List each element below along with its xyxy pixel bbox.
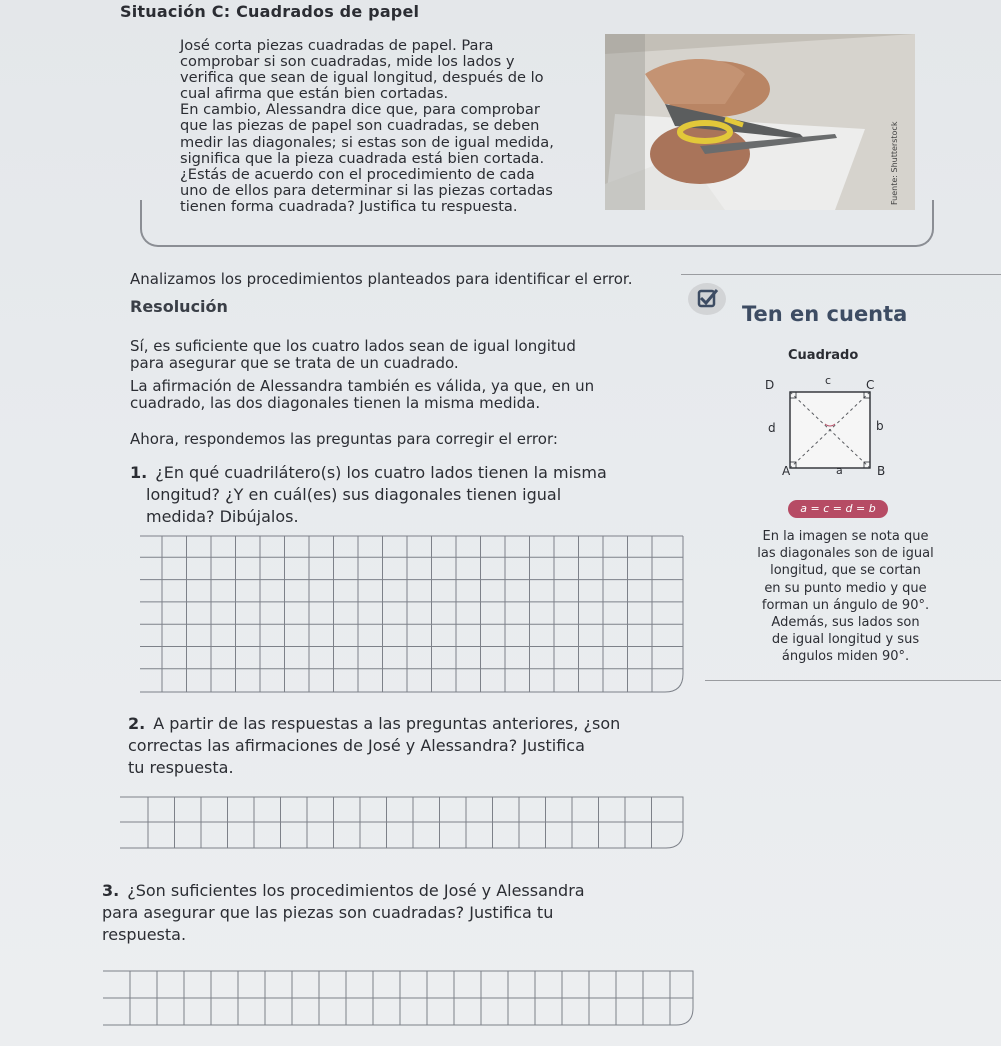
- question-line: correctas las afirmaciones de José y Alessandra? Justifica: [128, 736, 585, 755]
- info-line: longitud, que se cortan: [770, 563, 921, 579]
- resolution-line: cuadrado, las dos diagonales tienen la misma medida.: [130, 394, 541, 412]
- answer-grid-1[interactable]: [140, 535, 685, 695]
- situation-line: cual afirma que están bien cortadas.: [180, 85, 449, 103]
- question-line: A partir de las respuestas a las preguntas anteriores, ¿son: [153, 714, 621, 733]
- resolution-paragraph-2: [130, 378, 594, 412]
- info-line: ángulos miden 90°.: [781, 649, 910, 665]
- resolution-title: Resolución: [130, 297, 228, 316]
- situation-line: uno de ellos para determinar si las piezas cortadas: [180, 181, 553, 199]
- info-line: en su punto medio y que: [764, 580, 927, 596]
- situation-line: ¿Estás de acuerdo con el procedimiento de cada: [180, 165, 535, 183]
- vertex-label-D: D: [765, 378, 775, 392]
- question-3: [102, 880, 585, 946]
- question-line: medida? Dibújalos.: [146, 507, 299, 526]
- answer-grid-3[interactable]: [103, 970, 698, 1028]
- situation-frame: [140, 197, 934, 247]
- scissors-photo: [605, 34, 915, 210]
- situation-line: tienen forma cuadrada? Justifica tu respuesta.: [180, 197, 518, 215]
- situation-paragraph: [180, 38, 605, 215]
- square-info: [742, 528, 949, 666]
- now-answer-text: Ahora, respondemos las preguntas para corregir el error:: [130, 430, 558, 448]
- question-number: 2.: [128, 714, 146, 733]
- situation-line: José corta piezas cuadradas de papel. Para: [180, 37, 494, 54]
- vertex-label-C: C: [866, 378, 875, 392]
- formula-badge: a = c = d = b: [788, 500, 888, 518]
- vertex-label-B: B: [877, 464, 886, 478]
- question-line: ¿En qué cuadrilátero(s) los cuatro lados tienen la misma: [155, 463, 607, 482]
- situation-line: significa que la pieza cuadrada está bien cortada.: [180, 149, 545, 167]
- question-2: [128, 713, 620, 779]
- question-number: 1.: [130, 463, 148, 482]
- situation-line: verifica que sean de igual longitud, después de lo: [180, 69, 544, 87]
- question-line: longitud? ¿Y en cuál(es) sus diagonales tienen igual: [146, 485, 562, 504]
- photo-source: Fuente: Shutterstock: [890, 121, 899, 205]
- question-number: 3.: [102, 881, 120, 900]
- ten-en-cuenta-bottom-border: [705, 680, 1001, 681]
- info-line: Además, sus lados son: [771, 615, 920, 631]
- side-label-c: c: [825, 374, 832, 387]
- question-line: respuesta.: [102, 925, 187, 944]
- side-label-d: d: [768, 421, 776, 435]
- ten-en-cuenta-title: Ten en cuenta: [742, 302, 908, 326]
- situation-line: que las piezas de papel son cuadradas, se deben: [180, 117, 540, 135]
- side-label-a: a: [836, 464, 843, 477]
- situation-line: comprobar si son cuadradas, mide los lados y: [180, 53, 515, 71]
- question-line: ¿Son suficientes los procedimientos de José y Alessandra: [127, 881, 585, 900]
- resolution-line: La afirmación de Alessandra también es válida, ya que, en un: [130, 377, 595, 395]
- question-line: para asegurar que las piezas son cuadradas? Justifica tu: [102, 903, 554, 922]
- resolution-line: para asegurar que se trata de un cuadrado.: [130, 354, 459, 372]
- resolution-paragraph-1: [130, 338, 576, 372]
- situation-line: En cambio, Alessandra dice que, para comprobar: [180, 101, 540, 119]
- question-line: tu respuesta.: [128, 758, 234, 777]
- checkbox-icon: [688, 283, 726, 315]
- ten-en-cuenta-border: [681, 274, 1001, 275]
- question-1: [130, 462, 607, 528]
- situation-line: medir las diagonales; si estas son de igual medida,: [180, 133, 554, 151]
- situation-title: Situación C: Cuadrados de papel: [120, 2, 420, 21]
- analysis-intro: Analizamos los procedimientos planteados para identificar el error.: [130, 270, 633, 288]
- info-line: de igual longitud y sus: [771, 632, 920, 648]
- square-title: Cuadrado: [788, 348, 859, 363]
- answer-grid-2[interactable]: [120, 796, 690, 852]
- info-line: forman un ángulo de 90°.: [761, 597, 930, 613]
- side-label-b: b: [876, 419, 884, 433]
- info-line: En la imagen se nota que: [762, 529, 929, 544]
- resolution-line: Sí, es suficiente que los cuatro lados sean de igual longitud: [130, 337, 576, 355]
- vertex-label-A: A: [782, 464, 791, 478]
- info-line: las diagonales son de igual: [757, 546, 934, 562]
